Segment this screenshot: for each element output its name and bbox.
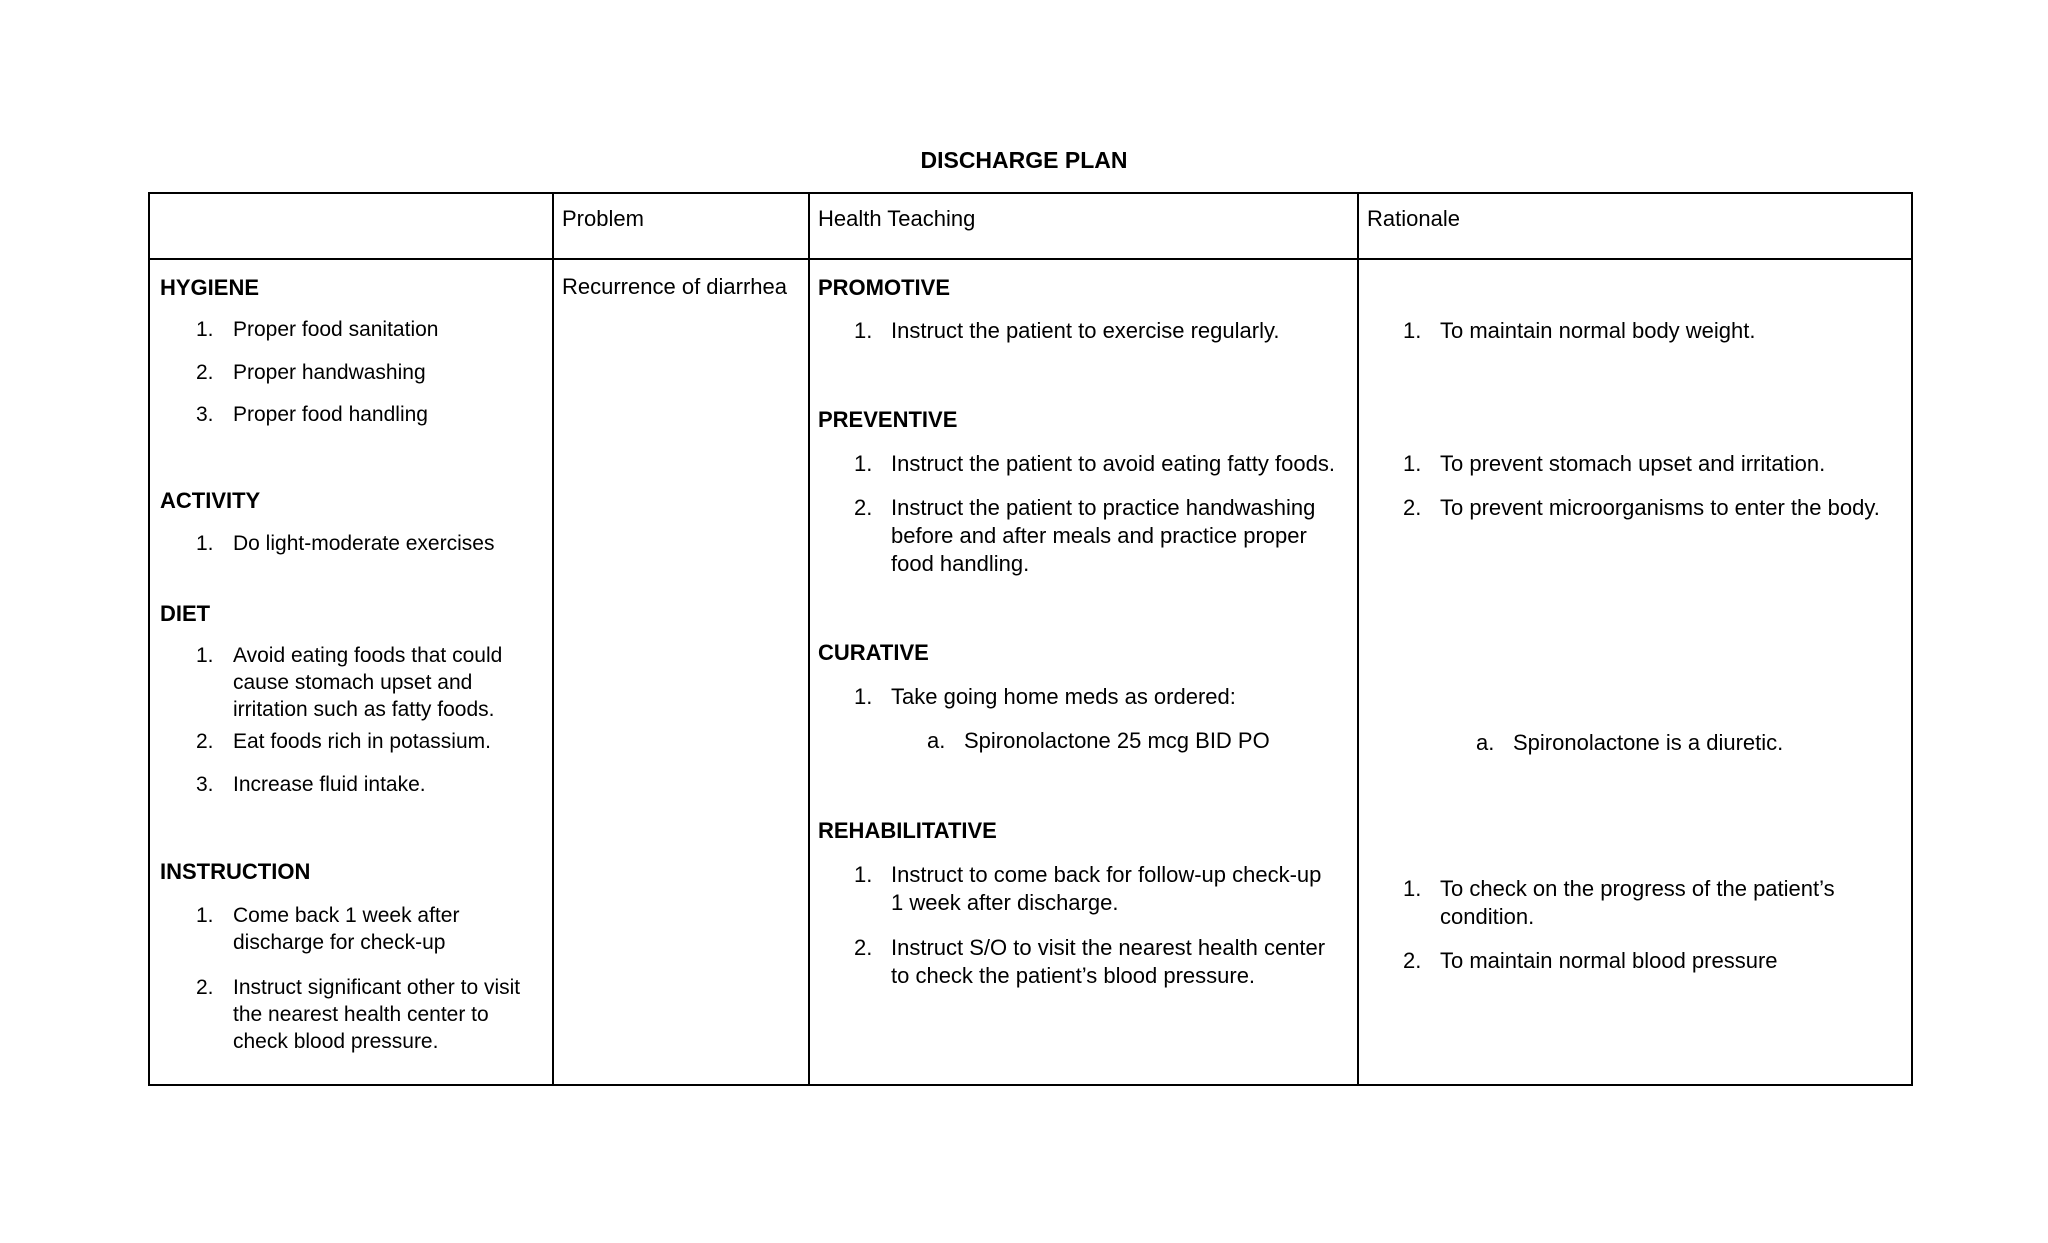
list-item: 1. Instruct the patient to avoid eating fatty foods. [854,451,1335,476]
section-heading-curative: CURATIVE [818,640,929,665]
section-heading-promotive: PROMOTIVE [818,275,951,300]
page-title: DISCHARGE PLAN [920,147,1128,173]
list-item: 2. Instruct significant other to visit the nearest health center to check blood pressure. [196,976,521,1053]
list-item: 2. To prevent microorganisms to enter the body. [1403,495,1880,520]
list-item: 1. Proper food sanitation [196,318,439,341]
list-item: 2. Eat foods rich in potassium. [196,730,491,753]
sub-list-item: a. Spironolactone is a diuretic. [1476,730,1784,755]
section-heading-preventive: PREVENTIVE [818,407,958,432]
list-item: 1. Come back 1 week after discharge for check-up [196,904,460,954]
section-heading-diet: DIET [160,601,211,626]
list-item: 1. Do light-moderate exercises [196,532,495,555]
list-item: 1. To check on the progress of the patient’s condition. [1403,876,1835,929]
section-heading-rehabilitative: REHABILITATIVE [818,818,997,843]
discharge-plan-table [148,192,1913,1086]
list-item: 1. Take going home meds as ordered: [854,684,1236,709]
section-heading-activity: ACTIVITY [160,488,261,513]
section-heading-hygiene: HYGIENE [160,275,260,300]
list-item: 1. Instruct the patient to exercise regularly. [854,318,1280,343]
list-item: 1. To prevent stomach upset and irritation. [1403,451,1826,476]
header-rationale: Rationale [1367,206,1460,231]
list-item: 2. Proper handwashing [196,361,426,384]
header-problem: Problem [562,206,644,231]
list-item: 1. Avoid eating foods that could cause stomach upset and irritation such as fatty foods. [196,644,503,721]
column-divider [1357,194,1359,1084]
section-heading-instruction: INSTRUCTION [160,859,311,884]
column-divider [808,194,810,1084]
header-divider [150,258,1911,260]
column-divider [552,194,554,1084]
problem-text: Recurrence of diarrhea [562,274,788,299]
list-item: 2. To maintain normal blood pressure [1403,948,1778,973]
list-item: 2. Instruct S/O to visit the nearest health center to check the patient’s blood pressure. [854,935,1326,988]
list-item: 1. Instruct to come back for follow-up check-up 1 week after discharge. [854,862,1322,915]
list-item: 3. Increase fluid intake. [196,773,426,796]
list-item: 1. To maintain normal body weight. [1403,318,1756,343]
list-item: 3. Proper food handling [196,403,428,426]
header-health-teaching: Health Teaching [818,206,976,231]
sub-list-item: a. Spironolactone 25 mcg BID PO [927,728,1270,753]
list-item: 2. Instruct the patient to practice handwashing before and after meals and practice proper food handling. [854,495,1316,576]
